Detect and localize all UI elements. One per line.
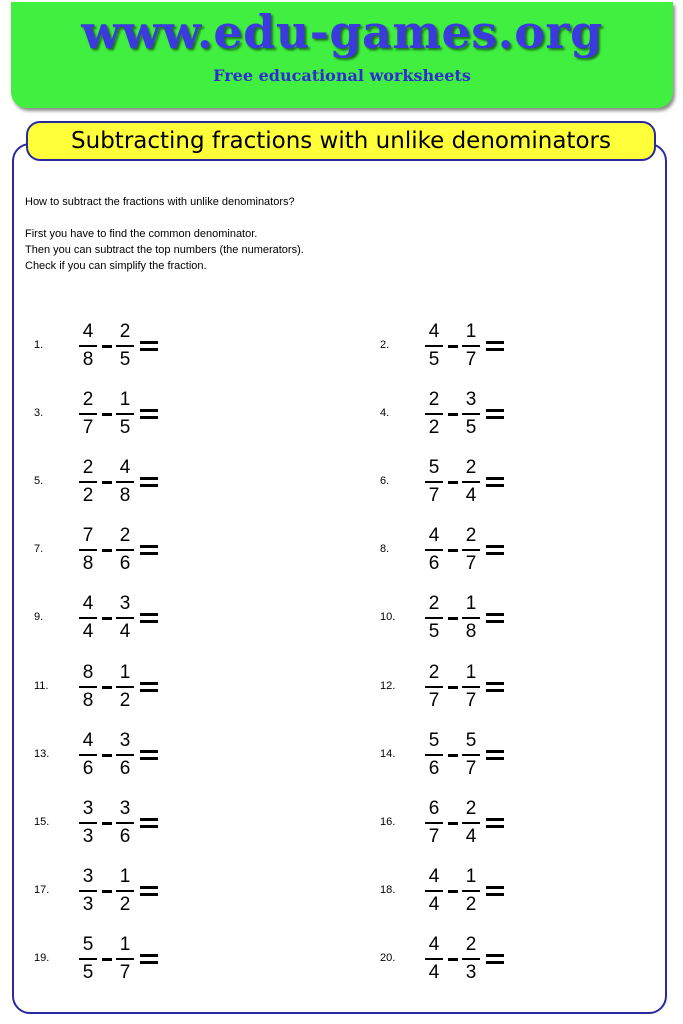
fraction-second bbox=[459, 932, 483, 986]
numerator: 3 bbox=[119, 593, 131, 614]
denominator: 2 bbox=[465, 894, 477, 915]
numerator: 3 bbox=[465, 389, 477, 410]
fraction-second bbox=[459, 455, 483, 509]
fraction-second bbox=[113, 455, 137, 509]
instruction-step: Check if you can simplify the fraction. bbox=[25, 260, 207, 272]
numerator: 2 bbox=[465, 934, 477, 955]
problem-number: 6. bbox=[380, 475, 390, 487]
minus-sign bbox=[448, 958, 458, 961]
problem-item bbox=[34, 660, 174, 716]
problem-item bbox=[34, 319, 174, 375]
minus-sign bbox=[448, 413, 458, 416]
minus-sign bbox=[448, 549, 458, 552]
fraction-second bbox=[113, 660, 137, 714]
numerator: 4 bbox=[428, 934, 440, 955]
problem-number: 7. bbox=[34, 543, 44, 555]
numerator: 1 bbox=[119, 389, 131, 410]
problem-item bbox=[380, 728, 520, 784]
fraction-first bbox=[76, 591, 100, 645]
problem-number: 10. bbox=[380, 611, 396, 623]
equals-sign bbox=[486, 817, 504, 829]
site-title[interactable]: www.edu-games.org bbox=[81, 5, 603, 59]
denominator: 6 bbox=[119, 553, 131, 574]
numerator: 5 bbox=[465, 730, 477, 751]
problem-number: 2. bbox=[380, 339, 390, 351]
denominator: 4 bbox=[428, 962, 440, 983]
fraction-first bbox=[422, 455, 446, 509]
numerator: 4 bbox=[119, 457, 131, 478]
denominator: 8 bbox=[119, 485, 131, 506]
numerator: 1 bbox=[465, 321, 477, 342]
minus-sign bbox=[102, 890, 112, 893]
equals-sign bbox=[140, 408, 158, 420]
problem-item bbox=[34, 728, 174, 784]
fraction-second bbox=[459, 864, 483, 918]
numerator: 3 bbox=[82, 866, 94, 887]
denominator: 7 bbox=[428, 485, 440, 506]
fraction-second bbox=[459, 728, 483, 782]
problem-item bbox=[34, 591, 174, 647]
numerator: 1 bbox=[465, 593, 477, 614]
denominator: 4 bbox=[82, 621, 94, 642]
fraction-first bbox=[76, 455, 100, 509]
numerator: 2 bbox=[465, 457, 477, 478]
problem-item bbox=[34, 796, 174, 852]
denominator: 8 bbox=[82, 553, 94, 574]
fraction-first bbox=[422, 728, 446, 782]
problem-item bbox=[380, 864, 520, 920]
fraction-first bbox=[422, 932, 446, 986]
fraction-first bbox=[422, 660, 446, 714]
problem-number: 8. bbox=[380, 543, 390, 555]
minus-sign bbox=[102, 481, 112, 484]
instruction-question: How to subtract the fractions with unlike denominators? bbox=[25, 196, 295, 208]
fraction-second bbox=[113, 523, 137, 577]
denominator: 5 bbox=[428, 349, 440, 370]
denominator: 8 bbox=[82, 349, 94, 370]
numerator: 7 bbox=[82, 525, 94, 546]
problem-number: 5. bbox=[34, 475, 44, 487]
fraction-first bbox=[76, 796, 100, 850]
minus-sign bbox=[102, 617, 112, 620]
problem-number: 11. bbox=[34, 680, 49, 692]
minus-sign bbox=[448, 754, 458, 757]
denominator: 2 bbox=[119, 690, 131, 711]
numerator: 4 bbox=[428, 321, 440, 342]
problem-item bbox=[34, 455, 174, 511]
minus-sign bbox=[448, 617, 458, 620]
problem-number: 12. bbox=[380, 680, 396, 692]
minus-sign bbox=[448, 686, 458, 689]
fraction-first bbox=[422, 796, 446, 850]
equals-sign bbox=[486, 953, 504, 965]
equals-sign bbox=[486, 681, 504, 693]
fraction-second bbox=[113, 796, 137, 850]
fraction-first bbox=[76, 523, 100, 577]
fraction-first bbox=[76, 387, 100, 441]
fraction-first bbox=[76, 864, 100, 918]
equals-sign bbox=[140, 612, 158, 624]
problem-number: 15. bbox=[34, 816, 50, 828]
minus-sign bbox=[102, 958, 112, 961]
problem-number: 14. bbox=[380, 748, 396, 760]
equals-sign bbox=[140, 476, 158, 488]
fraction-first bbox=[422, 319, 446, 373]
instruction-step: Then you can subtract the top numbers (the numerators). bbox=[25, 244, 304, 256]
fraction-second bbox=[459, 319, 483, 373]
numerator: 2 bbox=[428, 662, 440, 683]
numerator: 4 bbox=[428, 866, 440, 887]
problem-number: 18. bbox=[380, 884, 396, 896]
denominator: 5 bbox=[119, 349, 131, 370]
denominator: 7 bbox=[82, 417, 94, 438]
fraction-second bbox=[459, 591, 483, 645]
equals-sign bbox=[486, 749, 504, 761]
numerator: 2 bbox=[428, 593, 440, 614]
fraction-second bbox=[113, 728, 137, 782]
numerator: 3 bbox=[82, 798, 94, 819]
minus-sign bbox=[102, 413, 112, 416]
numerator: 6 bbox=[428, 798, 440, 819]
fraction-second bbox=[113, 864, 137, 918]
numerator: 1 bbox=[119, 866, 131, 887]
denominator: 5 bbox=[82, 962, 94, 983]
worksheet-title: Subtracting fractions with unlike denominators bbox=[26, 121, 656, 161]
equals-sign bbox=[140, 749, 158, 761]
problem-item bbox=[34, 523, 174, 579]
fraction-second bbox=[459, 523, 483, 577]
minus-sign bbox=[102, 754, 112, 757]
numerator: 2 bbox=[465, 798, 477, 819]
problem-number: 17. bbox=[34, 884, 50, 896]
numerator: 5 bbox=[82, 934, 94, 955]
denominator: 4 bbox=[465, 826, 477, 847]
problem-item bbox=[380, 387, 520, 443]
fraction-first bbox=[76, 319, 100, 373]
minus-sign bbox=[448, 890, 458, 893]
denominator: 6 bbox=[428, 553, 440, 574]
denominator: 2 bbox=[428, 417, 440, 438]
denominator: 7 bbox=[465, 349, 477, 370]
equals-sign bbox=[486, 544, 504, 556]
numerator: 4 bbox=[82, 593, 94, 614]
numerator: 1 bbox=[119, 662, 131, 683]
fraction-second bbox=[459, 796, 483, 850]
numerator: 2 bbox=[119, 321, 131, 342]
minus-sign bbox=[448, 481, 458, 484]
problem-item bbox=[380, 932, 520, 988]
fraction-first bbox=[76, 932, 100, 986]
fraction-second bbox=[113, 319, 137, 373]
numerator: 5 bbox=[428, 457, 440, 478]
denominator: 4 bbox=[119, 621, 131, 642]
problem-number: 20. bbox=[380, 952, 396, 964]
numerator: 1 bbox=[465, 866, 477, 887]
equals-sign bbox=[486, 476, 504, 488]
denominator: 8 bbox=[82, 690, 94, 711]
numerator: 2 bbox=[82, 389, 94, 410]
numerator: 2 bbox=[465, 525, 477, 546]
fraction-first bbox=[422, 591, 446, 645]
denominator: 7 bbox=[465, 553, 477, 574]
numerator: 3 bbox=[119, 730, 131, 751]
denominator: 2 bbox=[119, 894, 131, 915]
minus-sign bbox=[448, 345, 458, 348]
minus-sign bbox=[102, 549, 112, 552]
numerator: 8 bbox=[82, 662, 94, 683]
denominator: 6 bbox=[82, 758, 94, 779]
numerator: 4 bbox=[82, 730, 94, 751]
problem-item bbox=[380, 319, 520, 375]
fraction-second bbox=[113, 591, 137, 645]
denominator: 2 bbox=[82, 485, 94, 506]
equals-sign bbox=[140, 340, 158, 352]
denominator: 5 bbox=[119, 417, 131, 438]
equals-sign bbox=[140, 885, 158, 897]
equals-sign bbox=[140, 953, 158, 965]
instruction-step: First you have to find the common denominator. bbox=[25, 228, 258, 240]
fraction-first bbox=[422, 523, 446, 577]
numerator: 1 bbox=[119, 934, 131, 955]
denominator: 3 bbox=[465, 962, 477, 983]
denominator: 8 bbox=[465, 621, 477, 642]
numerator: 2 bbox=[428, 389, 440, 410]
denominator: 7 bbox=[428, 826, 440, 847]
numerator: 1 bbox=[465, 662, 477, 683]
fraction-first bbox=[76, 660, 100, 714]
denominator: 6 bbox=[119, 758, 131, 779]
numerator: 2 bbox=[119, 525, 131, 546]
numerator: 5 bbox=[428, 730, 440, 751]
problem-item bbox=[34, 387, 174, 443]
problem-item bbox=[380, 591, 520, 647]
problem-item bbox=[34, 932, 174, 988]
minus-sign bbox=[102, 822, 112, 825]
fraction-first bbox=[422, 387, 446, 441]
denominator: 7 bbox=[465, 690, 477, 711]
denominator: 4 bbox=[428, 894, 440, 915]
problem-item bbox=[380, 660, 520, 716]
denominator: 6 bbox=[428, 758, 440, 779]
denominator: 3 bbox=[82, 894, 94, 915]
problem-item bbox=[380, 523, 520, 579]
problem-number: 1. bbox=[34, 339, 44, 351]
denominator: 6 bbox=[119, 826, 131, 847]
denominator: 5 bbox=[428, 621, 440, 642]
problem-number: 19. bbox=[34, 952, 50, 964]
equals-sign bbox=[486, 340, 504, 352]
minus-sign bbox=[102, 686, 112, 689]
fraction-first bbox=[422, 864, 446, 918]
equals-sign bbox=[486, 612, 504, 624]
denominator: 5 bbox=[465, 417, 477, 438]
fraction-second bbox=[113, 932, 137, 986]
denominator: 7 bbox=[465, 758, 477, 779]
equals-sign bbox=[486, 408, 504, 420]
problem-number: 9. bbox=[34, 611, 44, 623]
numerator: 2 bbox=[82, 457, 94, 478]
minus-sign bbox=[102, 345, 112, 348]
fraction-first bbox=[76, 728, 100, 782]
minus-sign bbox=[448, 822, 458, 825]
problem-number: 16. bbox=[380, 816, 396, 828]
problem-number: 4. bbox=[380, 407, 390, 419]
problem-item bbox=[380, 455, 520, 511]
denominator: 7 bbox=[428, 690, 440, 711]
equals-sign bbox=[140, 681, 158, 693]
denominator: 4 bbox=[465, 485, 477, 506]
equals-sign bbox=[486, 885, 504, 897]
numerator: 4 bbox=[82, 321, 94, 342]
problem-number: 3. bbox=[34, 407, 44, 419]
problem-item bbox=[34, 864, 174, 920]
denominator: 7 bbox=[119, 962, 131, 983]
problem-number: 13. bbox=[34, 748, 50, 760]
denominator: 3 bbox=[82, 826, 94, 847]
fraction-second bbox=[113, 387, 137, 441]
fraction-second bbox=[459, 660, 483, 714]
site-header bbox=[11, 2, 673, 108]
fraction-second bbox=[459, 387, 483, 441]
site-tagline: Free educational worksheets bbox=[213, 66, 471, 85]
equals-sign bbox=[140, 544, 158, 556]
problem-item bbox=[380, 796, 520, 852]
numerator: 4 bbox=[428, 525, 440, 546]
equals-sign bbox=[140, 817, 158, 829]
numerator: 3 bbox=[119, 798, 131, 819]
